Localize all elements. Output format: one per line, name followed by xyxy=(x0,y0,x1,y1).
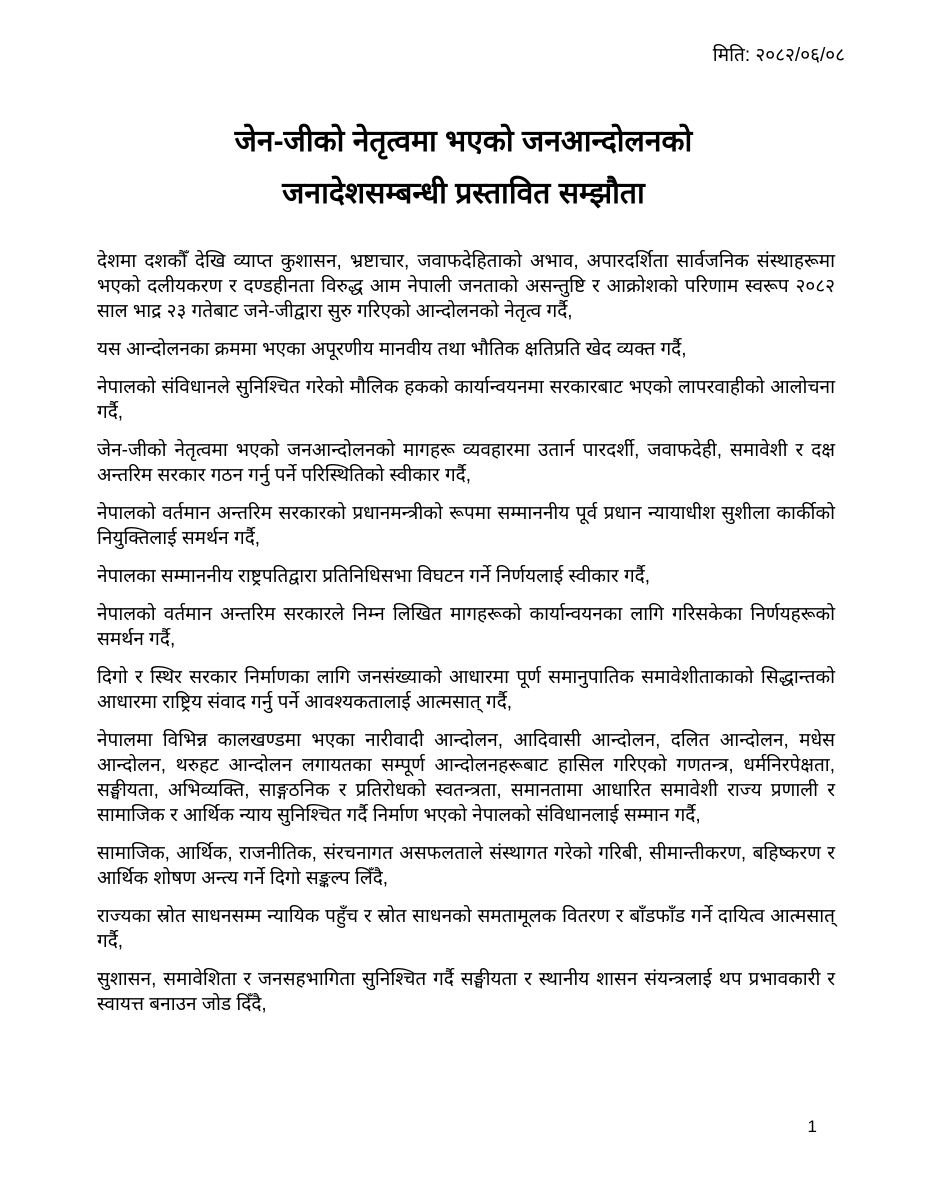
paragraph: यस आन्दोलनका क्रममा भएका अपूरणीय मानवीय तथा भौतिक क्षतिप्रति खेद व्यक्त गर्दै, xyxy=(97,339,687,360)
paragraph: नेपालमा विभिन्न कालखण्डमा भएका नारीवादी आन्दोलन, आदिवासी आन्दोलन, दलित आन्दोलन, मधेस आन्दोलन, थरुहट आन्दोलन लगायतका सम्पूर्ण आन्दोलनहरूबाट हासिल गरिएको गणतन्त्र, धर्मनिरपेक्षता, सङ्घीयता, अभिव्यक्ति, साङ्गठनिक र प्रतिरोधको स्वतन्त्रता, समानतामा आधारित समावेशी राज्य प्रणाली र सामाजिक र आर्थिक न्याय सुनिश्चित गर्दै निर्माण भएको नेपालको संविधानलाई सम्मान गर्दै, xyxy=(97,730,835,826)
paragraph: नेपालको वर्तमान अन्तरिम सरकारको प्रधानमन्त्रीको रूपमा सम्माननीय पूर्व प्रधान न्यायाधीश सुशीला कार्कीको नियुक्तिलाई समर्थन गर्दै, xyxy=(97,503,835,549)
paragraph: राज्यका स्रोत साधनसम्म न्यायिक पहुँच र स्रोत साधनको समतामूलक वितरण र बाँडफाँड गर्ने दायित्व आत्मसात् गर्दै, xyxy=(97,906,835,952)
paragraph: सामाजिक, आर्थिक, राजनीतिक, संरचनागत असफलताले संस्थागत गरेको गरिबी, सीमान्तीकरण, बहिष्करण र आर्थिक शोषण अन्त्य गर्ने दिगो सङ्कल्प लिँदै, xyxy=(97,843,835,889)
paragraph: सुशासन, समावेशिता र जनसहभागिता सुनिश्चित गर्दै सङ्घीयता र स्थानीय शासन संयन्त्रलाई थप प्रभावकारी र स्वायत्त बनाउन जोड दिँदै, xyxy=(97,969,835,1015)
paragraph: नेपालको संविधानले सुनिश्चित गरेको मौलिक हकको कार्यान्वयनमा सरकारबाट भएको लापरवाहीको आलोचना गर्दै, xyxy=(97,377,835,423)
paragraph: दिगो र स्थिर सरकार निर्माणका लागि जनसंख्याको आधारमा पूर्ण समानुपातिक समावेशीताकाको सिद्धान्तको आधारमा राष्ट्रिय संवाद गर्नु पर्ने आवश्यकतालाई आत्मसात् गर्दै, xyxy=(97,667,835,713)
document-date: मिति: २०८२/०६/०८ xyxy=(712,45,845,66)
paragraph: देशमा दशकौँ देखि व्याप्त कुशासन, भ्रष्टाचार, जवाफदेहिताको अभाव, अपारदर्शिता सार्वजनिक संस्थाहरूमा भएको दलीयकरण र दण्डहीनता विरुद्ध आम नेपाली जनताको असन्तुष्टि र आक्रोशको परिणाम स्वरूप २०८२ साल भाद्र २३ गतेबाट जने-जीद्वारा सुरु गरिएको आन्दोलनको नेतृत्व गर्दै, xyxy=(97,251,835,322)
document-body xyxy=(97,249,835,1030)
document-title-line-2: जनादेशसम्बन्धी प्रस्तावित सम्झौता xyxy=(282,177,645,210)
paragraph: नेपालको वर्तमान अन्तरिम सरकारले निम्न लिखित मागहरूको कार्यान्वयनका लागि गरिसकेका निर्णयहरूको समर्थन गर्दै, xyxy=(97,604,835,650)
document-title-line-1: जेन-जीको नेतृत्वमा भएको जनआन्दोलनको xyxy=(234,125,693,158)
paragraph: जेन-जीको नेतृत्वमा भएको जनआन्दोलनको मागहरू व्यवहारमा उतार्न पारदर्शी, जवाफदेही, समावेशी र दक्ष अन्तरिम सरकार गठन गर्नु पर्ने परिस्थितिको स्वीकार गर्दै, xyxy=(97,440,835,486)
document-title xyxy=(0,116,927,220)
paragraph: नेपालका सम्माननीय राष्ट्रपतिद्वारा प्रतिनिधिसभा विघटन गर्ने निर्णयलाई स्वीकार गर्दै, xyxy=(97,566,651,587)
page-number: 1 xyxy=(807,1117,817,1136)
